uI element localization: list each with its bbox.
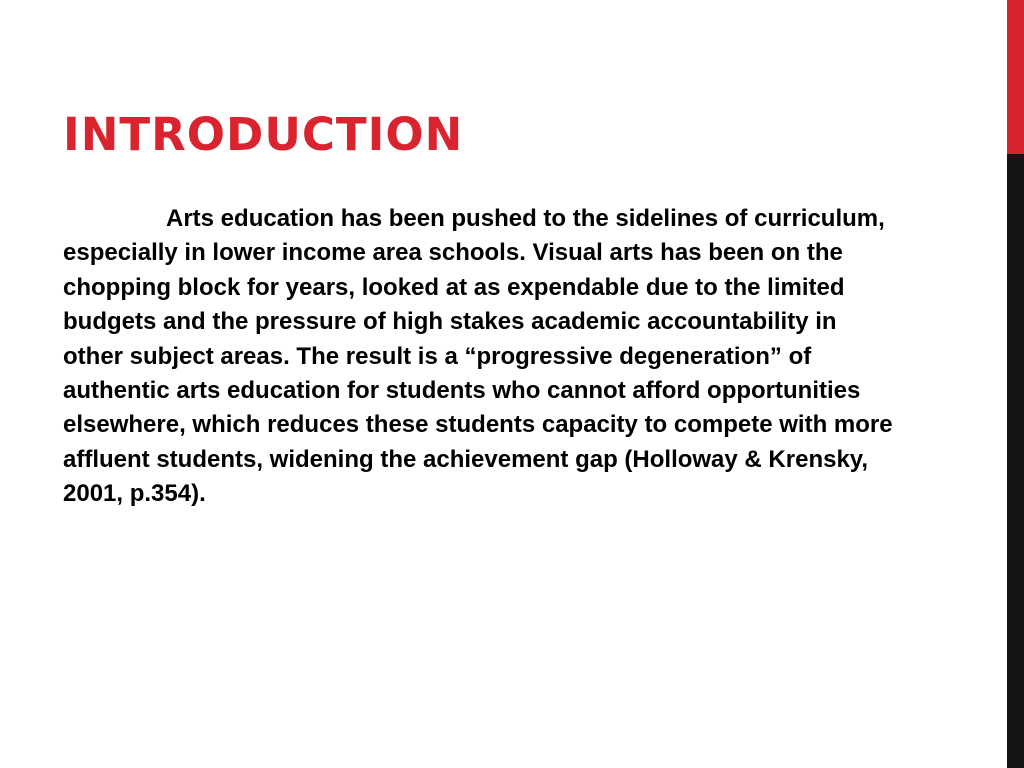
side-bar-black-segment	[1007, 154, 1024, 768]
side-bar-red-segment	[1007, 0, 1024, 154]
slide-title: INTRODUCTION	[63, 108, 464, 161]
body-paragraph: Arts education has been pushed to the sidelines of curriculum, especially in lower income area schools. Visual arts has been on the chopping block for years, looked at as expendable due to the limited budgets and the pressure of high stakes academic accountability in other subject areas. The result is a “progressive degeneration” of authentic arts education for students who cannot afford opportunities elsewhere, which reduces these students capacity to compete with more affluent students, widening the achievement gap (Holloway & Krensky, 2001, p.354).	[63, 205, 893, 508]
side-accent-bar	[1007, 0, 1024, 768]
